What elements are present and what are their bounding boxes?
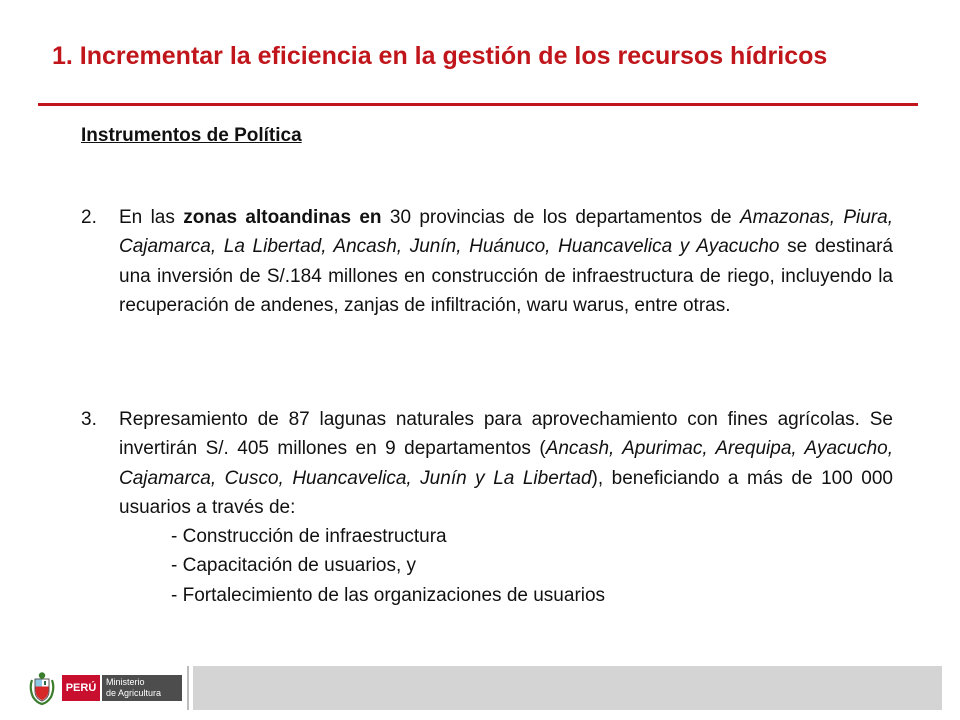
ministry-label [102, 675, 182, 701]
ministry-logo [22, 666, 184, 710]
footer-bar [193, 666, 942, 710]
item-text-bold: zonas altoandinas en [183, 207, 382, 228]
footer [0, 664, 960, 714]
item-text [119, 405, 893, 522]
item-text-run: ), beneficiando a más de 100 000 usuarios a través de: [119, 467, 893, 518]
sub-list-item: - Construcción de infraestructura [171, 526, 447, 548]
section-heading: Instrumentos de Política [81, 125, 302, 146]
coat-of-arms-icon [28, 670, 56, 706]
footer-divider [187, 666, 189, 710]
sub-list-item: - Capacitación de usuarios, y [171, 555, 417, 577]
list-item [81, 203, 893, 320]
item-text-run: Represamiento de 87 lagunas naturales para aprovechamiento con fines agrícolas. Se invertirán S/. 405 millones en 9 departamentos ( [119, 409, 893, 460]
item-text-run: se destinará una inversión de S/.184 millones en construcción de infraestructura de riego, incluyendo la recuperación de andenes, zanjas de infiltración, waru warus, entre otras. [119, 236, 893, 316]
sub-list-item: - Fortalecimiento de las organizaciones de usuarios [171, 584, 606, 606]
item-text-italic: Ancash, Apurimac, Arequipa, Ayacucho, Cajamarca, Cusco, Huancavelica, Junín y La Libertad [119, 438, 893, 489]
ministry-label-line: Ministerio [106, 677, 145, 687]
sub-list [171, 522, 893, 610]
item-number: 3. [81, 409, 97, 430]
item-text-italic: Amazonas, Piura, Cajamarca, La Libertad, Ancash, Junín, Huánuco, Huancavelica y Ayacucho [119, 207, 893, 258]
peru-label: PERÚ [62, 675, 100, 701]
item-number: 2. [81, 207, 97, 228]
list-item [81, 405, 893, 610]
ministry-label-line: de Agricultura [106, 688, 162, 698]
item-text-run: 30 provincias de los departamentos de [381, 207, 740, 228]
item-text-run: En las [119, 207, 184, 228]
title-underline-rule [38, 103, 918, 106]
item-text [119, 203, 893, 320]
slide-title: 1. Incrementar la eficiencia en la gestión de los recursos hídricos [52, 42, 828, 70]
